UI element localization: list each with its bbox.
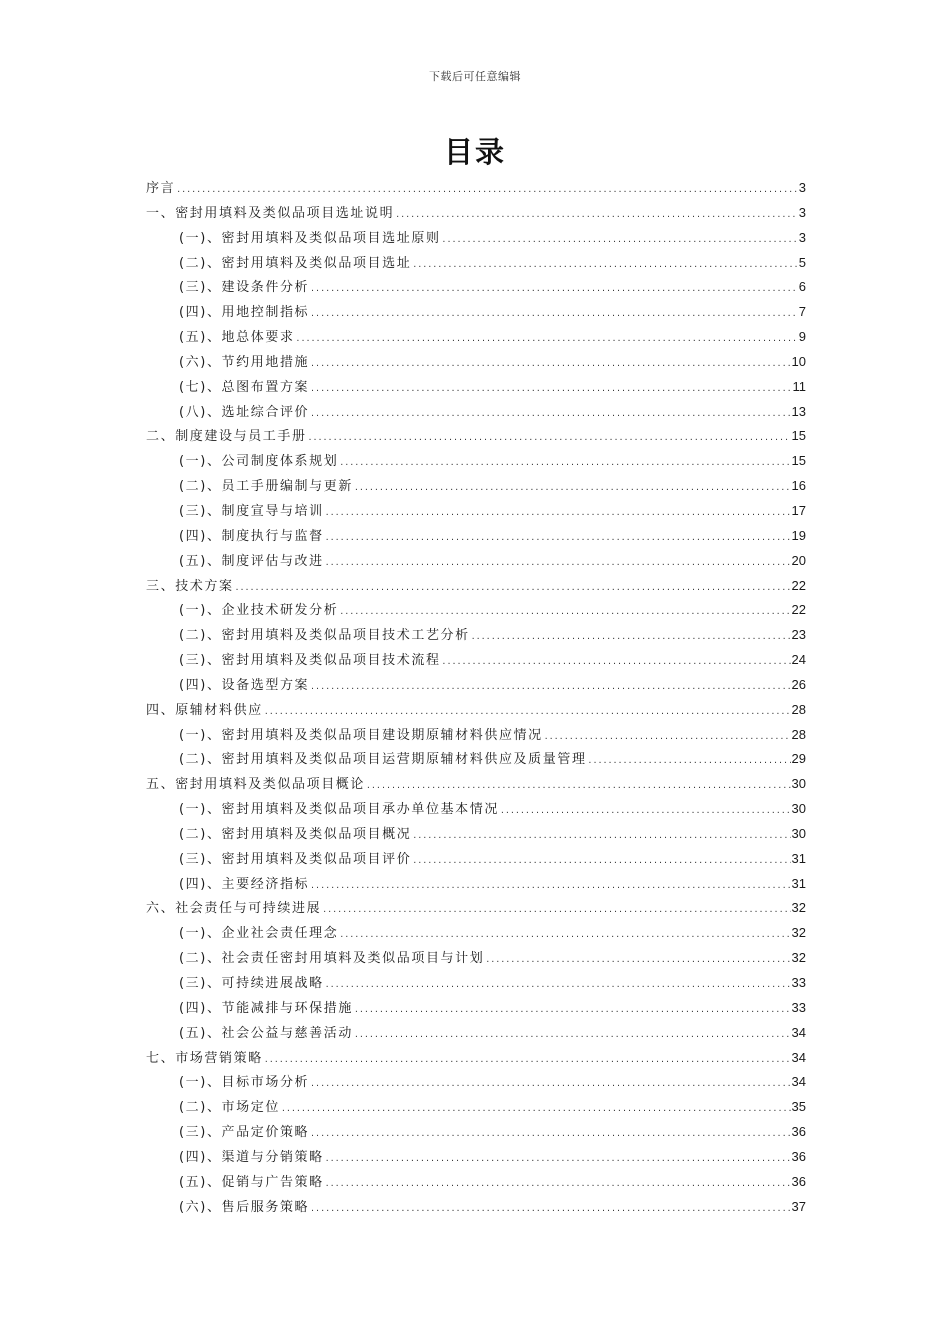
toc-entry-label: (一)、密封用填料及类似品项目选址原则	[179, 230, 441, 246]
toc-page-number: 36	[791, 1148, 806, 1164]
toc-page-number: 31	[791, 850, 806, 866]
toc-subsection-entry[interactable]	[146, 1095, 806, 1120]
toc-entry-label: (七)、总图布置方案	[179, 379, 310, 395]
toc-dot-leader	[354, 998, 791, 1023]
toc-page-number: 22	[791, 577, 806, 593]
toc-subsection-entry[interactable]	[146, 1120, 806, 1145]
toc-entry-label: (一)、密封用填料及类似品项目承办单位基本情况	[179, 802, 499, 818]
toc-page-number: 34	[791, 1049, 806, 1065]
toc-page-number: 30	[791, 776, 806, 792]
toc-subsection-entry[interactable]	[146, 226, 806, 251]
toc-subsection-entry[interactable]	[146, 1070, 806, 1095]
toc-page-number: 30	[791, 825, 806, 841]
toc-page-number: 3	[798, 229, 806, 245]
toc-dot-leader	[366, 774, 791, 799]
toc-page-number: 15	[791, 453, 806, 469]
toc-dot-leader	[354, 1023, 791, 1048]
toc-page-number: 37	[791, 1198, 806, 1214]
toc-entry-label: (六)、节约用地措施	[179, 354, 310, 370]
toc-page-number: 32	[791, 950, 806, 966]
toc-page-number: 17	[791, 502, 806, 518]
toc-dot-leader	[310, 1197, 790, 1222]
toc-entry-label: (四)、设备选型方案	[179, 677, 310, 693]
toc-subsection-entry[interactable]	[146, 723, 806, 748]
toc-dot-leader	[325, 551, 791, 576]
toc-page-number: 5	[798, 254, 806, 270]
toc-dot-leader	[339, 923, 790, 948]
toc-entry-label: (二)、社会责任密封用填料及类似品项目与计划	[179, 951, 485, 967]
toc-entry-label: (三)、可持续进展战略	[179, 976, 324, 991]
toc-subsection-entry[interactable]	[146, 872, 806, 897]
toc-entry-label: (二)、员工手册编制与更新	[179, 479, 353, 495]
toc-dot-leader	[485, 948, 790, 973]
toc-dot-leader	[310, 402, 790, 427]
toc-subsection-entry[interactable]	[146, 946, 806, 971]
toc-section-entry[interactable]	[146, 698, 806, 723]
toc-dot-leader	[310, 1122, 790, 1147]
toc-entry-label: (五)、促销与广告策略	[179, 1174, 324, 1190]
toc-dot-leader	[339, 451, 790, 476]
toc-dot-leader	[588, 749, 791, 774]
toc-entry-label: (三)、建设条件分析	[179, 280, 310, 296]
toc-entry-label: (五)、社会公益与慈善活动	[179, 1025, 353, 1041]
toc-dot-leader	[325, 501, 791, 526]
toc-page-number: 13	[791, 403, 806, 419]
toc-subsection-entry[interactable]	[146, 251, 806, 276]
toc-dot-leader	[310, 377, 791, 402]
toc-dot-leader	[412, 824, 790, 849]
toc-subsection-entry[interactable]	[146, 350, 806, 375]
toc-entry-label: (五)、地总体要求	[179, 330, 295, 346]
toc-page-number: 20	[791, 552, 806, 568]
toc-section-entry[interactable]	[146, 772, 806, 797]
toc-subsection-entry[interactable]	[146, 797, 806, 822]
toc-subsection-entry[interactable]	[146, 1170, 806, 1195]
toc-subsection-entry[interactable]	[146, 996, 806, 1021]
toc-subsection-entry[interactable]	[146, 847, 806, 872]
table-of-contents	[146, 176, 806, 1219]
toc-page-number: 9	[798, 329, 806, 345]
toc-entry-label: 五、密封用填料及类似品项目概论	[146, 777, 366, 793]
toc-section-entry[interactable]	[146, 896, 806, 921]
toc-page-number: 36	[791, 1173, 806, 1189]
toc-subsection-entry[interactable]	[146, 275, 806, 300]
toc-dot-leader	[310, 352, 790, 377]
toc-page-number: 6	[798, 279, 806, 295]
toc-subsection-entry[interactable]	[146, 499, 806, 524]
toc-subsection-entry[interactable]	[146, 524, 806, 549]
toc-section-entry[interactable]	[146, 176, 806, 201]
toc-page-number: 3	[798, 180, 806, 195]
toc-page-number: 31	[791, 875, 806, 891]
toc-page-number: 19	[791, 527, 806, 543]
toc-subsection-entry[interactable]	[146, 400, 806, 425]
toc-entry-label: 六、社会责任与可持续进展	[146, 901, 322, 917]
toc-dot-leader	[412, 253, 797, 278]
toc-page-number: 15	[791, 428, 806, 444]
toc-subsection-entry[interactable]	[146, 375, 806, 400]
toc-entry-label: (八)、选址综合评价	[179, 404, 310, 420]
toc-entry-label: (三)、密封用填料及类似品项目技术流程	[179, 653, 441, 669]
toc-subsection-entry[interactable]	[146, 921, 806, 946]
toc-page-number: 7	[798, 304, 806, 320]
toc-entry-label: (四)、渠道与分销策略	[179, 1149, 324, 1165]
toc-dot-leader	[176, 178, 798, 203]
toc-subsection-entry[interactable]	[146, 1021, 806, 1046]
toc-subsection-entry[interactable]	[146, 598, 806, 623]
toc-dot-leader	[325, 1147, 791, 1172]
toc-page-number: 32	[791, 900, 806, 916]
toc-dot-leader	[442, 228, 798, 253]
toc-subsection-entry[interactable]	[146, 1145, 806, 1170]
toc-subsection-entry[interactable]	[146, 549, 806, 574]
toc-entry-label: (二)、密封用填料及类似品项目技术工艺分析	[179, 628, 470, 644]
toc-entry-label: (一)、密封用填料及类似品项目建设期原辅材料供应情况	[179, 727, 543, 743]
toc-page-number: 36	[791, 1124, 806, 1140]
toc-subsection-entry[interactable]	[146, 325, 806, 350]
toc-dot-leader	[310, 277, 798, 302]
toc-entry-label: 四、原辅材料供应	[146, 702, 263, 718]
toc-subsection-entry[interactable]	[146, 747, 806, 772]
toc-section-entry[interactable]	[146, 574, 806, 599]
toc-dot-leader	[296, 327, 798, 352]
toc-page-number: 30	[791, 801, 806, 817]
header-note: 下载后可任意编辑	[429, 70, 521, 83]
toc-page-number: 23	[791, 627, 806, 643]
toc-page-number: 26	[791, 676, 806, 692]
toc-entry-label: (五)、制度评估与改进	[179, 553, 324, 569]
toc-entry-label: (二)、密封用填料及类似品项目选址	[179, 255, 412, 271]
toc-entry-label: 七、市场营销策略	[146, 1050, 263, 1066]
toc-entry-label: 序言	[146, 181, 176, 196]
toc-dot-leader	[235, 576, 791, 601]
toc-dot-leader	[310, 874, 790, 899]
toc-section-entry[interactable]	[146, 201, 806, 226]
toc-page-number: 33	[791, 999, 806, 1015]
toc-dot-leader	[310, 675, 790, 700]
toc-page-number: 34	[791, 1024, 806, 1040]
toc-page-number: 3	[798, 204, 806, 220]
toc-dot-leader	[264, 700, 791, 725]
toc-dot-leader	[544, 725, 791, 750]
toc-dot-leader	[264, 1048, 791, 1073]
toc-subsection-entry[interactable]	[146, 1195, 806, 1220]
toc-dot-leader	[308, 426, 791, 451]
toc-entry-label: (四)、节能减排与环保措施	[179, 1000, 353, 1016]
toc-dot-leader	[500, 799, 791, 824]
toc-title: 目录	[443, 135, 506, 169]
toc-page-number: 33	[791, 975, 806, 990]
toc-subsection-entry[interactable]	[146, 623, 806, 648]
toc-entry-label: (二)、密封用填料及类似品项目概况	[179, 826, 412, 842]
toc-subsection-entry[interactable]	[146, 300, 806, 325]
toc-subsection-entry[interactable]	[146, 822, 806, 847]
toc-page-number: 28	[791, 726, 806, 742]
toc-dot-leader	[281, 1097, 791, 1122]
toc-dot-leader	[339, 600, 790, 625]
toc-dot-leader	[412, 849, 790, 874]
toc-dot-leader	[310, 1072, 790, 1097]
toc-dot-leader	[442, 650, 791, 675]
toc-entry-label: (六)、售后服务策略	[179, 1199, 310, 1215]
toc-page-number: 16	[791, 478, 806, 494]
toc-dot-leader	[325, 1172, 791, 1197]
toc-entry-label: 三、技术方案	[146, 578, 234, 594]
toc-dot-leader	[322, 898, 790, 923]
toc-page-number: 35	[791, 1099, 806, 1115]
toc-entry-label: (一)、目标市场分析	[179, 1075, 310, 1091]
toc-page-number: 29	[791, 751, 806, 767]
toc-subsection-entry[interactable]	[146, 474, 806, 499]
toc-entry-label: (四)、制度执行与监督	[179, 528, 324, 544]
toc-subsection-entry[interactable]	[146, 971, 806, 996]
toc-page-number: 24	[791, 652, 806, 668]
toc-page-number: 10	[791, 353, 806, 369]
toc-page-number: 22	[791, 602, 806, 618]
toc-dot-leader	[325, 973, 791, 998]
toc-page-number: 32	[791, 925, 806, 941]
toc-dot-leader	[395, 203, 798, 228]
toc-subsection-entry[interactable]	[146, 648, 806, 673]
toc-page-number: 28	[791, 701, 806, 717]
toc-subsection-entry[interactable]	[146, 673, 806, 698]
toc-dot-leader	[325, 526, 791, 551]
toc-entry-label: 一、密封用填料及类似品项目选址说明	[146, 205, 395, 221]
toc-dot-leader	[310, 302, 798, 327]
toc-entry-label: (四)、主要经济指标	[179, 876, 310, 892]
toc-entry-label: 二、制度建设与员工手册	[146, 429, 307, 445]
toc-entry-label: (二)、市场定位	[179, 1100, 280, 1116]
toc-dot-leader	[471, 625, 791, 650]
toc-entry-label: (二)、密封用填料及类似品项目运营期原辅材料供应及质量管理	[179, 752, 587, 768]
toc-entry-label: (三)、产品定价策略	[179, 1125, 310, 1141]
toc-entry-label: (一)、企业技术研发分析	[179, 603, 339, 619]
toc-entry-label: (一)、公司制度体系规划	[179, 454, 339, 470]
toc-entry-label: (三)、密封用填料及类似品项目评价	[179, 851, 412, 867]
toc-dot-leader	[354, 476, 791, 501]
toc-page-number: 34	[791, 1074, 806, 1090]
toc-subsection-entry[interactable]	[146, 449, 806, 474]
toc-page-number: 11	[792, 378, 806, 394]
toc-section-entry[interactable]	[146, 424, 806, 449]
toc-entry-label: (三)、制度宣导与培训	[179, 503, 324, 519]
toc-section-entry[interactable]	[146, 1046, 806, 1071]
toc-entry-label: (一)、企业社会责任理念	[179, 926, 339, 942]
toc-entry-label: (四)、用地控制指标	[179, 305, 310, 321]
